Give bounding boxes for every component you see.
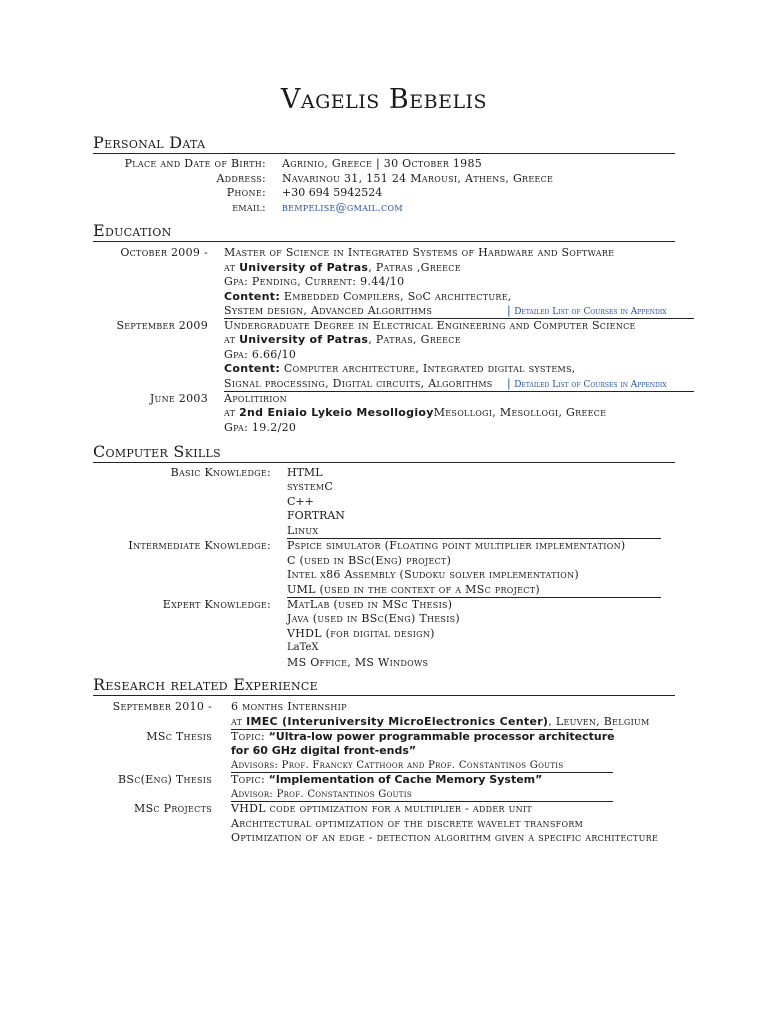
research-at: at <box>231 715 243 728</box>
research-org: IMEC (Interuniversity MicroElectronics Center) <box>246 715 549 728</box>
skill-item: LaTeX <box>287 642 319 653</box>
section-title: Education <box>93 221 172 240</box>
msc-thesis-label: MSc Thesis <box>146 730 212 743</box>
skill-item: Java (used in BSc(Eng) Thesis) <box>287 612 461 625</box>
label-email: email: <box>232 201 266 214</box>
bsc-topic-label: Topic: <box>231 773 266 786</box>
edu1-content <box>224 290 512 304</box>
edu1-at: at <box>224 261 236 274</box>
edu1-content-cont: System design, Advanced Algorithms <box>224 304 433 317</box>
skill-item: Pspice simulator (Floating point multiplier implementation) <box>287 539 626 552</box>
edu2-content-cont: Signal processing, Digital circuits, Algorithms <box>224 377 493 390</box>
section-rule <box>93 462 675 463</box>
skill-item: MatLab (used in MSc Thesis) <box>287 598 453 611</box>
skill-item: HTML <box>287 466 323 479</box>
project-item: Architectural optimization of the discrete wavelet transform <box>231 817 584 830</box>
edu2-rule <box>224 391 694 392</box>
edu3-institution <box>224 406 606 420</box>
edu1-appendix <box>507 304 666 319</box>
edu3-school: 2nd Eniaio Lykeio Mesollogioy <box>239 406 434 419</box>
edu2-courses-link[interactable]: Detailed List of Courses in Appendix <box>514 380 667 390</box>
research-internship: 6 months Internship <box>231 700 347 713</box>
msc-topic-cont: for 60 GHz digital front-ends” <box>231 744 417 757</box>
skill-item: VHDL (for digital design) <box>287 627 435 640</box>
value-phone: +30 694 5942524 <box>282 186 383 199</box>
bsc-topic-line <box>231 773 542 787</box>
value-birth: Agrinio, Greece | 30 October 1985 <box>282 157 483 170</box>
cv-name: Vagelis Bebelis <box>280 84 488 115</box>
edu2-content-label: Content: <box>224 362 281 375</box>
skill-item: C++ <box>287 495 314 508</box>
edu2-at: at <box>224 333 236 346</box>
section-title: Computer Skills <box>93 442 221 461</box>
edu1-content-label: Content: <box>224 290 281 303</box>
research-place: , Leuven, Belgium <box>548 715 650 728</box>
section-rule <box>93 695 675 696</box>
edu3-date: June 2003 <box>149 392 208 405</box>
section-education <box>93 221 675 242</box>
email-link[interactable]: bempelise@gmail.com <box>282 201 403 214</box>
msc-topic: “Ultra-low power programmable processor architecture <box>268 730 615 743</box>
edu2-separator: | <box>507 377 511 390</box>
section-title: Personal Data <box>93 133 206 152</box>
research-date: September 2010 - <box>112 700 212 713</box>
skill-item: FORTRAN <box>287 509 345 522</box>
edu2-place: , Patras, Greece <box>368 333 461 346</box>
research-organization <box>231 715 650 729</box>
edu2-appendix <box>507 377 666 392</box>
bsc-topic: “Implementation of Cache Memory System” <box>268 773 543 786</box>
label-birth: Place and Date of Birth: <box>124 157 266 170</box>
edu3-place: Mesollogi, Mesollogi, Greece <box>433 406 607 419</box>
edu1-courses-link[interactable]: Detailed List of Courses in Appendix <box>514 307 667 317</box>
edu1-date: October 2009 - <box>120 246 208 259</box>
edu1-gpa: Gpa: Pending, Current: 9.44/10 <box>224 275 405 288</box>
skill-item: UML (used in the context of a MSc project) <box>287 583 540 596</box>
label-phone: Phone: <box>226 186 266 199</box>
section-personal-data <box>93 133 675 154</box>
section-rule <box>93 153 675 154</box>
msc-topic-line <box>231 730 615 744</box>
edu1-content-text: Embedded Compilers, SoC architecture, <box>280 290 512 303</box>
msc-advisors: Advisors: Prof. Francky Catthoor and Prof. Constantinos Goutis <box>231 760 564 771</box>
msc-topic-label: Topic: <box>231 730 266 743</box>
edu2-content <box>224 362 576 376</box>
project-item: VHDL code optimization for a multiplier - adder unit <box>231 802 533 815</box>
value-address: Navarinou 31, 151 24 Marousi, Athens, Greece <box>282 172 554 185</box>
bsc-advisor: Advisor: Prof. Constantinos Goutis <box>231 789 412 800</box>
edu2-degree: Undergraduate Degree in Electrical Engineering and Computer Science <box>224 319 636 332</box>
edu2-university: University of Patras <box>239 333 369 346</box>
bsc-thesis-label: BSc(Eng) Thesis <box>117 773 212 786</box>
edu1-institution <box>224 261 461 275</box>
skills-basic-label: Basic Knowledge: <box>170 466 271 479</box>
section-title: Research related Experience <box>93 675 318 694</box>
skill-item: Linux <box>287 524 319 537</box>
edu1-separator: | <box>507 304 511 317</box>
edu3-at: at <box>224 406 236 419</box>
project-item: Optimization of an edge - detection algorithm given a specific architecture <box>231 831 659 844</box>
edu1-degree: Master of Science in Integrated Systems of Hardware and Software <box>224 246 615 259</box>
label-address: Address: <box>216 172 266 185</box>
edu2-content-text: Computer architecture, Integrated digital systems, <box>280 362 576 375</box>
edu2-date: September 2009 <box>116 319 208 332</box>
edu1-place: , Patras ,Greece <box>368 261 461 274</box>
edu2-gpa: Gpa: 6.66/10 <box>224 348 297 361</box>
skill-item: Intel x86 Assembly (Sudoku solver implementation) <box>287 568 579 581</box>
edu3-degree: Apolitirion <box>224 392 287 405</box>
section-computer-skills <box>93 442 675 463</box>
edu3-gpa: Gpa: 19.2/20 <box>224 421 297 434</box>
section-rule <box>93 241 675 242</box>
section-research <box>93 675 675 696</box>
skills-expert-label: Expert Knowledge: <box>162 598 271 611</box>
skill-item: C (used in BSc(Eng) project) <box>287 554 452 567</box>
edu2-institution <box>224 333 461 347</box>
skills-intermediate-label: Intermediate Knowledge: <box>128 539 271 552</box>
skill-item: MS Office, MS Windows <box>287 656 429 669</box>
edu1-university: University of Patras <box>239 261 369 274</box>
msc-projects-label: MSc Projects <box>134 802 212 815</box>
skill-item: systemC <box>287 480 334 493</box>
